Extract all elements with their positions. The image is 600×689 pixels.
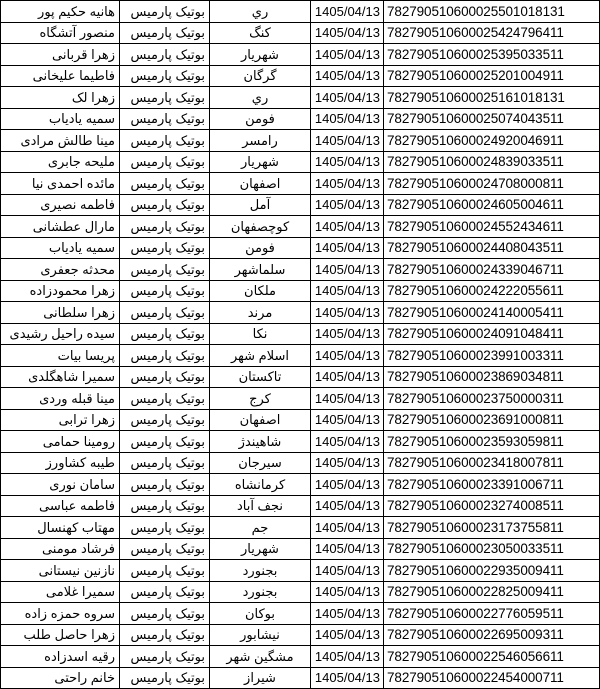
shop-name-cell: بوتیک پارمیس — [120, 87, 210, 109]
date-cell: 1405/04/13 — [311, 667, 384, 689]
date-cell: 1405/04/13 — [311, 345, 384, 367]
city-cell: اسلام شهر — [210, 345, 311, 367]
city-cell: اصفهان — [210, 173, 311, 195]
tracking-code-cell: 782790510600024708000811 — [384, 173, 600, 195]
date-cell: 1405/04/13 — [311, 280, 384, 302]
tracking-code-cell: 782790510600023869034811 — [384, 366, 600, 388]
table-row — [1, 22, 600, 44]
shop-name-cell: بوتیک پارمیس — [120, 603, 210, 625]
city-cell: کوچصفهان — [210, 216, 311, 238]
table-row — [1, 603, 600, 625]
recipient-name-cell: منصور آتشگاه — [1, 22, 120, 44]
shop-name-cell: بوتیک پارمیس — [120, 366, 210, 388]
city-cell: کنگ — [210, 22, 311, 44]
tracking-code-cell: 782790510600024091048411 — [384, 323, 600, 345]
date-cell: 1405/04/13 — [311, 87, 384, 109]
city-cell: آمل — [210, 194, 311, 216]
tracking-code-cell: 782790510600022546056611 — [384, 646, 600, 668]
tracking-code-cell: 782790510600023418007811 — [384, 452, 600, 474]
city-cell: اصفهان — [210, 409, 311, 431]
table-row — [1, 130, 600, 152]
tracking-code-cell: 782790510600024140005411 — [384, 302, 600, 324]
recipient-name-cell: مینا قبله وردی — [1, 388, 120, 410]
city-cell: سيرجان — [210, 452, 311, 474]
city-cell: مرند — [210, 302, 311, 324]
date-cell: 1405/04/13 — [311, 366, 384, 388]
recipient-name-cell: سیده راحیل رشیدی — [1, 323, 120, 345]
city-cell: نيشابور — [210, 624, 311, 646]
recipient-name-cell: هانیه حکیم پور — [1, 1, 120, 23]
table-row — [1, 431, 600, 453]
city-cell: سلماشهر — [210, 259, 311, 281]
table-row — [1, 194, 600, 216]
date-cell: 1405/04/13 — [311, 108, 384, 130]
date-cell: 1405/04/13 — [311, 452, 384, 474]
table-row — [1, 65, 600, 87]
date-cell: 1405/04/13 — [311, 216, 384, 238]
recipient-name-cell: مارال عطشانی — [1, 216, 120, 238]
tracking-code-cell: 782790510600022825009411 — [384, 581, 600, 603]
table-row — [1, 581, 600, 603]
date-cell: 1405/04/13 — [311, 151, 384, 173]
recipient-name-cell: خانم راحتی — [1, 667, 120, 689]
recipient-name-cell: پریسا بیات — [1, 345, 120, 367]
city-cell: بجنورد — [210, 581, 311, 603]
table-row — [1, 474, 600, 496]
table-row — [1, 302, 600, 324]
city-cell: شهريار — [210, 151, 311, 173]
tracking-code-cell: 782790510600023274008511 — [384, 495, 600, 517]
city-cell: ري — [210, 87, 311, 109]
table-row — [1, 452, 600, 474]
shop-name-cell: بوتیک پارمیس — [120, 495, 210, 517]
city-cell: تاکستان — [210, 366, 311, 388]
date-cell: 1405/04/13 — [311, 624, 384, 646]
recipient-name-cell: سمیه یادیاب — [1, 237, 120, 259]
tracking-code-cell: 782790510600023173755811 — [384, 517, 600, 539]
city-cell: بوکان — [210, 603, 311, 625]
recipient-name-cell: سمیرا شاهگلدی — [1, 366, 120, 388]
date-cell: 1405/04/13 — [311, 65, 384, 87]
shop-name-cell: بوتیک پارمیس — [120, 108, 210, 130]
table-row — [1, 151, 600, 173]
recipient-name-cell: سامان نوری — [1, 474, 120, 496]
table-row — [1, 237, 600, 259]
tracking-code-cell: 782790510600024920046911 — [384, 130, 600, 152]
tracking-code-cell: 782790510600025395033511 — [384, 44, 600, 66]
recipient-name-cell: رومینا حمامی — [1, 431, 120, 453]
table-row — [1, 624, 600, 646]
shop-name-cell: بوتیک پارمیس — [120, 646, 210, 668]
table-row — [1, 216, 600, 238]
table-row — [1, 280, 600, 302]
tracking-code-cell: 782790510600023750000311 — [384, 388, 600, 410]
recipient-name-cell: سمیرا غلامی — [1, 581, 120, 603]
recipient-name-cell: ملیحه جابری — [1, 151, 120, 173]
date-cell: 1405/04/13 — [311, 173, 384, 195]
table-row — [1, 538, 600, 560]
shop-name-cell: بوتیک پارمیس — [120, 667, 210, 689]
tracking-code-cell: 782790510600024605004611 — [384, 194, 600, 216]
recipient-name-cell: طیبه کشاورز — [1, 452, 120, 474]
tracking-code-cell: 782790510600023691000811 — [384, 409, 600, 431]
recipient-name-cell: فاطمه نصیری — [1, 194, 120, 216]
recipient-name-cell: فاطمه عباسی — [1, 495, 120, 517]
shop-name-cell: بوتیک پارمیس — [120, 1, 210, 23]
table-row — [1, 409, 600, 431]
table-row — [1, 1, 600, 23]
recipient-name-cell: نازنین نیستانی — [1, 560, 120, 582]
table-row — [1, 388, 600, 410]
shop-name-cell: بوتیک پارمیس — [120, 409, 210, 431]
recipient-name-cell: مائده احمدی نیا — [1, 173, 120, 195]
tracking-code-cell: 782790510600022695009311 — [384, 624, 600, 646]
date-cell: 1405/04/13 — [311, 474, 384, 496]
recipient-name-cell: زهرا لک — [1, 87, 120, 109]
shop-name-cell: بوتیک پارمیس — [120, 259, 210, 281]
city-cell: گرگان — [210, 65, 311, 87]
shop-name-cell: بوتیک پارمیس — [120, 560, 210, 582]
date-cell: 1405/04/13 — [311, 409, 384, 431]
date-cell: 1405/04/13 — [311, 560, 384, 582]
tracking-code-cell: 782790510600022454000711 — [384, 667, 600, 689]
city-cell: ملکان — [210, 280, 311, 302]
date-cell: 1405/04/13 — [311, 130, 384, 152]
date-cell: 1405/04/13 — [311, 646, 384, 668]
shop-name-cell: بوتیک پارمیس — [120, 538, 210, 560]
shipments-table-body — [1, 1, 600, 689]
table-row — [1, 560, 600, 582]
tracking-code-cell: 782790510600022935009411 — [384, 560, 600, 582]
tracking-code-cell: 782790510600025501018131 — [384, 1, 600, 23]
city-cell: شاهيندژ — [210, 431, 311, 453]
shop-name-cell: بوتیک پارمیس — [120, 216, 210, 238]
table-row — [1, 366, 600, 388]
tracking-code-cell: 782790510600025161018131 — [384, 87, 600, 109]
city-cell: کرج — [210, 388, 311, 410]
tracking-code-cell: 782790510600022776059511 — [384, 603, 600, 625]
recipient-name-cell: رقیه اسدزاده — [1, 646, 120, 668]
table-row — [1, 323, 600, 345]
tracking-code-cell: 782790510600025424796411 — [384, 22, 600, 44]
tracking-code-cell: 782790510600024552434611 — [384, 216, 600, 238]
table-row — [1, 517, 600, 539]
tracking-code-cell: 782790510600023050033511 — [384, 538, 600, 560]
date-cell: 1405/04/13 — [311, 194, 384, 216]
date-cell: 1405/04/13 — [311, 388, 384, 410]
recipient-name-cell: سروه حمزه زاده — [1, 603, 120, 625]
recipient-name-cell: زهرا حاصل طلب — [1, 624, 120, 646]
shop-name-cell: بوتیک پارمیس — [120, 237, 210, 259]
date-cell: 1405/04/13 — [311, 44, 384, 66]
recipient-name-cell: زهرا محمودزاده — [1, 280, 120, 302]
city-cell: مشگين شهر — [210, 646, 311, 668]
table-row — [1, 646, 600, 668]
tracking-code-cell: 782790510600023593059811 — [384, 431, 600, 453]
tracking-code-cell: 782790510600024839033511 — [384, 151, 600, 173]
shop-name-cell: بوتیک پارمیس — [120, 302, 210, 324]
shop-name-cell: بوتیک پارمیس — [120, 151, 210, 173]
city-cell: فومن — [210, 237, 311, 259]
recipient-name-cell: فاطیما علیخانی — [1, 65, 120, 87]
date-cell: 1405/04/13 — [311, 431, 384, 453]
shop-name-cell: بوتیک پارمیس — [120, 194, 210, 216]
city-cell: جم — [210, 517, 311, 539]
shop-name-cell: بوتیک پارمیس — [120, 624, 210, 646]
recipient-name-cell: زهرا ترابی — [1, 409, 120, 431]
city-cell: شيراز — [210, 667, 311, 689]
recipient-name-cell: مهتاب کهنسال — [1, 517, 120, 539]
table-row — [1, 667, 600, 689]
city-cell: شهريار — [210, 538, 311, 560]
table-row — [1, 44, 600, 66]
tracking-code-cell: 782790510600024339046711 — [384, 259, 600, 281]
table-row — [1, 173, 600, 195]
tracking-code-cell: 782790510600025074043511 — [384, 108, 600, 130]
shop-name-cell: بوتیک پارمیس — [120, 452, 210, 474]
city-cell: کرمانشاه — [210, 474, 311, 496]
recipient-name-cell: زهرا سلطانی — [1, 302, 120, 324]
date-cell: 1405/04/13 — [311, 259, 384, 281]
table-row — [1, 87, 600, 109]
shop-name-cell: بوتیک پارمیس — [120, 431, 210, 453]
shop-name-cell: بوتیک پارمیس — [120, 388, 210, 410]
recipient-name-cell: مینا طالش مرادی — [1, 130, 120, 152]
date-cell: 1405/04/13 — [311, 495, 384, 517]
tracking-code-cell: 782790510600024408043511 — [384, 237, 600, 259]
date-cell: 1405/04/13 — [311, 1, 384, 23]
tracking-code-cell: 782790510600025201004911 — [384, 65, 600, 87]
shop-name-cell: بوتیک پارمیس — [120, 345, 210, 367]
shop-name-cell: بوتیک پارمیس — [120, 474, 210, 496]
shop-name-cell: بوتیک پارمیس — [120, 517, 210, 539]
date-cell: 1405/04/13 — [311, 581, 384, 603]
city-cell: بجنورد — [210, 560, 311, 582]
shop-name-cell: بوتیک پارمیس — [120, 22, 210, 44]
shop-name-cell: بوتیک پارمیس — [120, 581, 210, 603]
tracking-code-cell: 782790510600023991003311 — [384, 345, 600, 367]
table-row — [1, 345, 600, 367]
shop-name-cell: بوتیک پارمیس — [120, 44, 210, 66]
recipient-name-cell: محدثه جعفری — [1, 259, 120, 281]
city-cell: نجف آباد — [210, 495, 311, 517]
recipient-name-cell: سمیه یادیاب — [1, 108, 120, 130]
date-cell: 1405/04/13 — [311, 517, 384, 539]
table-row — [1, 495, 600, 517]
table-row — [1, 259, 600, 281]
city-cell: رامسر — [210, 130, 311, 152]
date-cell: 1405/04/13 — [311, 302, 384, 324]
recipient-name-cell: زهرا قربانی — [1, 44, 120, 66]
city-cell: شهريار — [210, 44, 311, 66]
tracking-code-cell: 782790510600023391006711 — [384, 474, 600, 496]
city-cell: فومن — [210, 108, 311, 130]
date-cell: 1405/04/13 — [311, 22, 384, 44]
shop-name-cell: بوتیک پارمیس — [120, 173, 210, 195]
date-cell: 1405/04/13 — [311, 603, 384, 625]
tracking-code-cell: 782790510600024222055611 — [384, 280, 600, 302]
date-cell: 1405/04/13 — [311, 237, 384, 259]
table-row — [1, 108, 600, 130]
shop-name-cell: بوتیک پارمیس — [120, 65, 210, 87]
shop-name-cell: بوتیک پارمیس — [120, 323, 210, 345]
date-cell: 1405/04/13 — [311, 323, 384, 345]
shop-name-cell: بوتیک پارمیس — [120, 130, 210, 152]
city-cell: ري — [210, 1, 311, 23]
city-cell: نکا — [210, 323, 311, 345]
recipient-name-cell: فرشاد مومنی — [1, 538, 120, 560]
date-cell: 1405/04/13 — [311, 538, 384, 560]
shop-name-cell: بوتیک پارمیس — [120, 280, 210, 302]
